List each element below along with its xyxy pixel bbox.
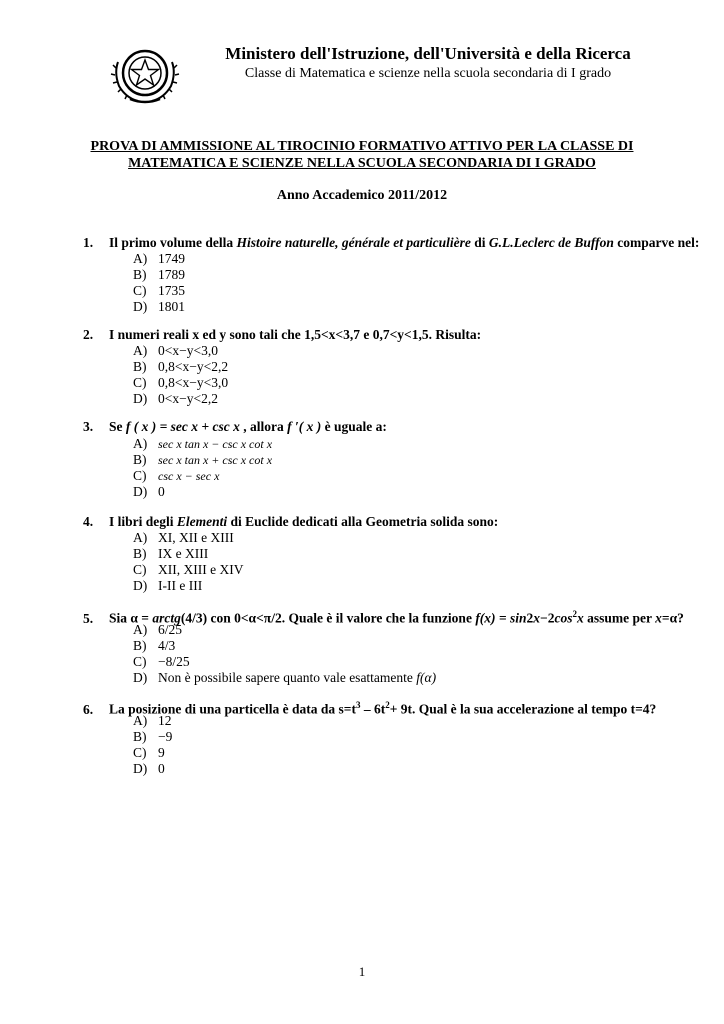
option-b: B) sec x tan x + csc x cot x xyxy=(133,452,273,467)
question-2 xyxy=(83,327,703,407)
question-text: Il primo volume della Histoire naturelle, générale et particulière di G.L.Leclerc de Buffon comparve nel: xyxy=(109,235,700,250)
page-number: 1 xyxy=(358,964,366,979)
question-5 xyxy=(83,606,703,686)
question-number: 1. xyxy=(83,235,94,250)
option-b: B) IX e XIII xyxy=(133,546,209,561)
option-c: C) 1735 xyxy=(133,283,185,298)
option-b: B) −9 xyxy=(133,729,173,744)
option-b: B) 0,8<x−y<2,2 xyxy=(133,359,229,374)
question-number: 2. xyxy=(83,327,94,342)
exam-title-line-1: PROVA DI AMMISSIONE AL TIROCINIO FORMATIVO ATTIVO PER LA CLASSE DI xyxy=(90,139,634,154)
option-a: A) 12 xyxy=(133,713,172,728)
option-c: C) −8/25 xyxy=(133,654,190,669)
question-text: La posizione di una particella è data da $s=t^3 - 6t^2+ 9t$. Qual è la sua accelerazione al tempo t=4? xyxy=(109,700,657,717)
option-a: A) 1749 xyxy=(133,251,185,266)
academic-year: Anno Accademico 2011/2012 xyxy=(276,188,448,203)
formula-f-prime: f ′( x ) xyxy=(287,419,322,434)
option-a: A) sec x tan x − csc x cot x xyxy=(133,436,273,451)
question-3 xyxy=(83,418,703,500)
option-a: A) 6/25 xyxy=(133,622,183,637)
option-d: D) I-II e III xyxy=(133,578,203,593)
question-text: I libri degli Elementi di Euclide dedicati alla Geometria solida sono: xyxy=(109,514,499,529)
class-subtitle: Classe di Matematica e scienze nella scuola secondaria di I grado xyxy=(244,66,612,81)
question-text: I numeri reali x ed y sono tali che 1,5<x<3,7 e 0,7<y<1,5. Risulta: xyxy=(109,327,482,342)
option-d: D) Non è possibile sapere quanto vale esattamente f(α) xyxy=(133,670,437,685)
option-b: B) 1789 xyxy=(133,267,185,282)
exam-title xyxy=(70,138,654,172)
question-1 xyxy=(83,235,703,315)
option-d: D) 0<x−y<2,2 xyxy=(133,391,218,406)
option-c: C) XII, XIII e XIV xyxy=(133,562,244,577)
option-a: A) 0<x−y<3,0 xyxy=(133,343,218,358)
option-c: C) csc x − sec x xyxy=(133,468,220,483)
option-b: B) 4/3 xyxy=(133,638,176,653)
ministry-title: Ministero dell'Istruzione, dell'Università e della Ricerca xyxy=(225,44,631,63)
question-number: 5. xyxy=(83,610,94,626)
formula-f: f ( x ) = sec x + csc x xyxy=(125,419,240,434)
question-number: 3. xyxy=(83,419,94,434)
question-number: 4. xyxy=(83,514,94,529)
option-d: D) 1801 xyxy=(133,299,185,314)
question-6 xyxy=(83,697,703,777)
option-c: C) 9 xyxy=(133,745,165,760)
option-c: C) 0,8<x−y<3,0 xyxy=(133,375,229,390)
question-4 xyxy=(83,514,703,594)
question-number: 6. xyxy=(83,701,94,717)
question-text: Sia α = arctg(4/3) con 0<α<π/2. Quale è il valore che la funzione $f(x) = \sin 2x-2\cos^2x$ assume per x=α? xyxy=(109,609,684,626)
republic-emblem-icon xyxy=(110,42,180,106)
option-a: A) XI, XII e XIII xyxy=(133,530,234,545)
exam-title-line-2: MATEMATICA E SCIENZE NELLA SCUOLA SECONDARIA DI I GRADO xyxy=(128,156,596,171)
option-d: D) 0 xyxy=(133,484,165,499)
option-d: D) 0 xyxy=(133,761,165,776)
question-text: Se f ( x ) = sec x + csc x , allora f ′( x ) è uguale a: xyxy=(109,419,387,434)
